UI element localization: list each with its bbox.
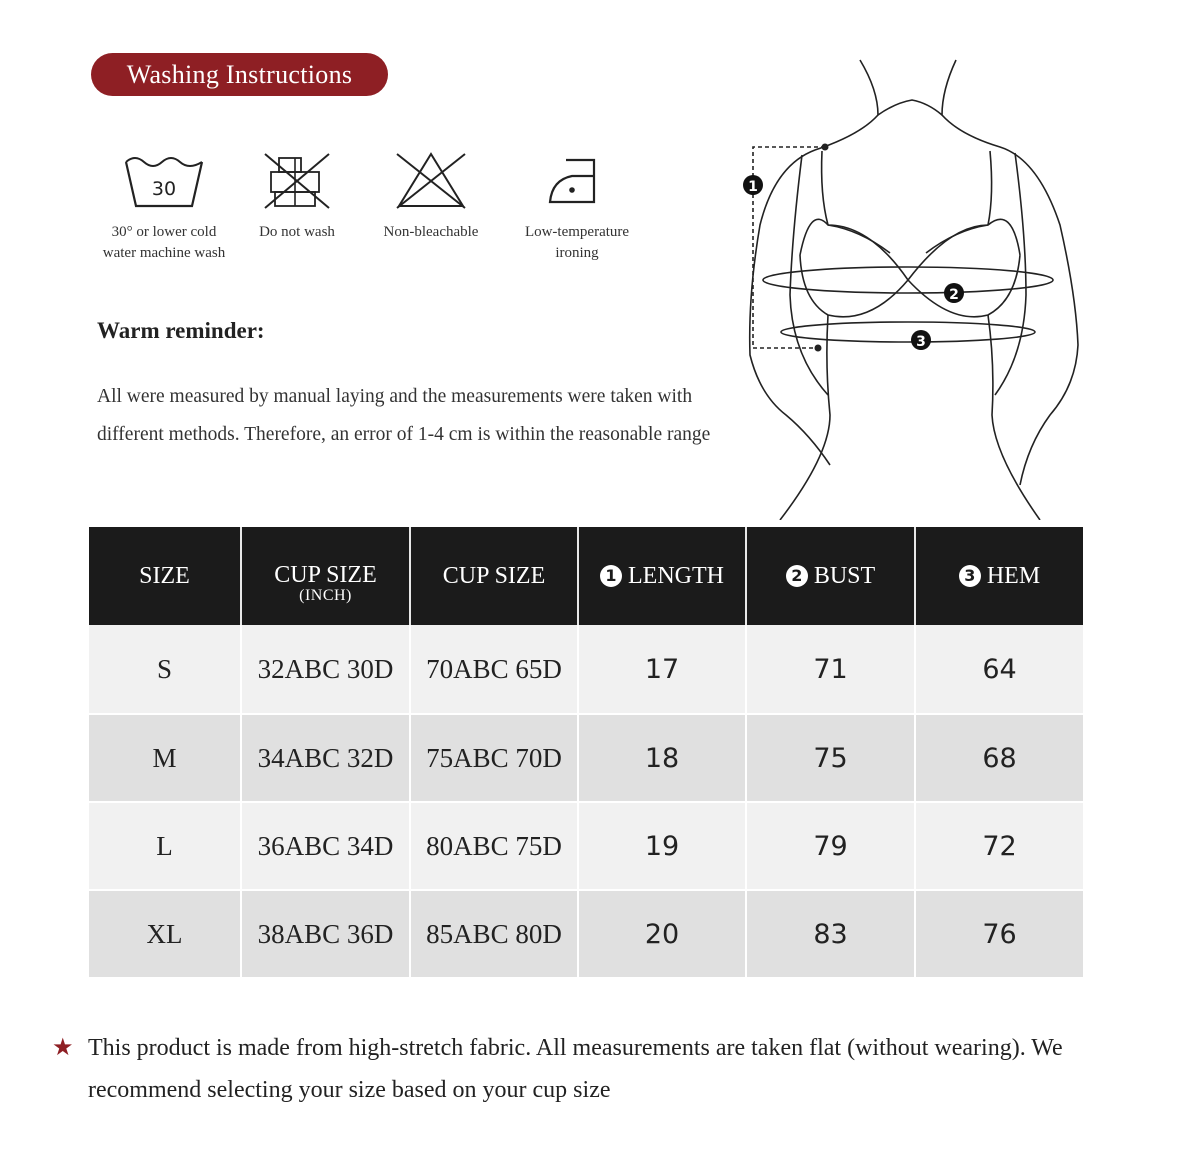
marker-3-icon: 3	[959, 565, 981, 587]
header-cup-size-inch: CUP SIZE (INCH)	[241, 527, 410, 625]
wash-label: 30° or lower cold water machine wash	[102, 224, 226, 261]
non-bleachable-icon	[393, 150, 469, 210]
cell-length: 17	[578, 625, 746, 714]
wash-item-non-bleachable	[370, 150, 492, 243]
table-row	[89, 714, 1083, 802]
cell-hem: 76	[915, 890, 1083, 978]
cell-hem: 72	[915, 802, 1083, 890]
cell-size: XL	[89, 890, 241, 978]
cell-bust: 79	[746, 802, 915, 890]
cell-cup-inch: 34ABC 32D	[241, 714, 410, 802]
cell-cup-inch: 38ABC 36D	[241, 890, 410, 978]
machine-wash-30-icon	[122, 150, 206, 210]
cell-cup: 80ABC 75D	[410, 802, 578, 890]
wash-item-machine-wash	[90, 150, 238, 264]
cell-bust: 75	[746, 714, 915, 802]
marker-1	[743, 175, 763, 195]
marker-1-icon: 1	[600, 565, 622, 587]
marker-3	[911, 330, 931, 350]
cell-cup: 70ABC 65D	[410, 625, 578, 714]
header-bust: 2 BUST	[746, 527, 915, 625]
header-hem: 3 HEM	[915, 527, 1083, 625]
table-row	[89, 802, 1083, 890]
cell-size: S	[89, 625, 241, 714]
header-size: SIZE	[89, 527, 241, 625]
cell-bust: 83	[746, 890, 915, 978]
cell-length: 18	[578, 714, 746, 802]
svg-text:1: 1	[748, 179, 758, 195]
cell-hem: 64	[915, 625, 1083, 714]
fabric-note	[52, 1027, 1172, 1111]
warm-reminder-heading: Warm reminder:	[97, 318, 265, 343]
cell-length: 20	[578, 890, 746, 978]
marker-2	[944, 283, 964, 303]
washing-instructions-title: Washing Instructions	[91, 53, 388, 96]
wash-item-do-not-wash	[246, 150, 348, 243]
table-header-row	[89, 527, 1083, 625]
cell-size: M	[89, 714, 241, 802]
svg-text:3: 3	[916, 334, 926, 350]
header-unit-inch: (INCH)	[299, 586, 352, 604]
wash-label: Do not wash	[259, 224, 335, 240]
wash-label: Non-bleachable	[383, 224, 479, 240]
cell-cup-inch: 32ABC 30D	[241, 625, 410, 714]
cell-bust: 71	[746, 625, 915, 714]
cell-cup: 85ABC 80D	[410, 890, 578, 978]
warm-reminder-text: All were measured by manual laying and the measurements were taken with different methods. Therefore, an error of 1-4 cm is within the reasonable range	[97, 386, 711, 445]
size-chart-table	[89, 527, 1083, 979]
cell-hem: 68	[915, 714, 1083, 802]
star-icon: ★	[52, 1035, 74, 1061]
wash-label: Low-temperature ironing	[524, 224, 630, 261]
cell-size: L	[89, 802, 241, 890]
measurement-figure	[720, 55, 1100, 520]
fabric-note-text: This product is made from high-stretch fabric. All measurements are taken flat (without wearing). We recommend selecting your size based on your cup size	[88, 1035, 1063, 1103]
cell-length: 19	[578, 802, 746, 890]
marker-2-icon: 2	[786, 565, 808, 587]
svg-text:2: 2	[949, 287, 959, 303]
table-row	[89, 625, 1083, 714]
wash-item-low-temp-iron	[508, 150, 646, 264]
cell-cup: 75ABC 70D	[410, 714, 578, 802]
header-cup-size: CUP SIZE	[410, 527, 578, 625]
table-row	[89, 890, 1083, 978]
cell-cup-inch: 36ABC 34D	[241, 802, 410, 890]
wash-temp-badge: 30	[151, 178, 177, 200]
header-length: 1 LENGTH	[578, 527, 746, 625]
low-temperature-iron-icon	[544, 150, 610, 210]
do-not-wash-icon	[259, 150, 335, 210]
